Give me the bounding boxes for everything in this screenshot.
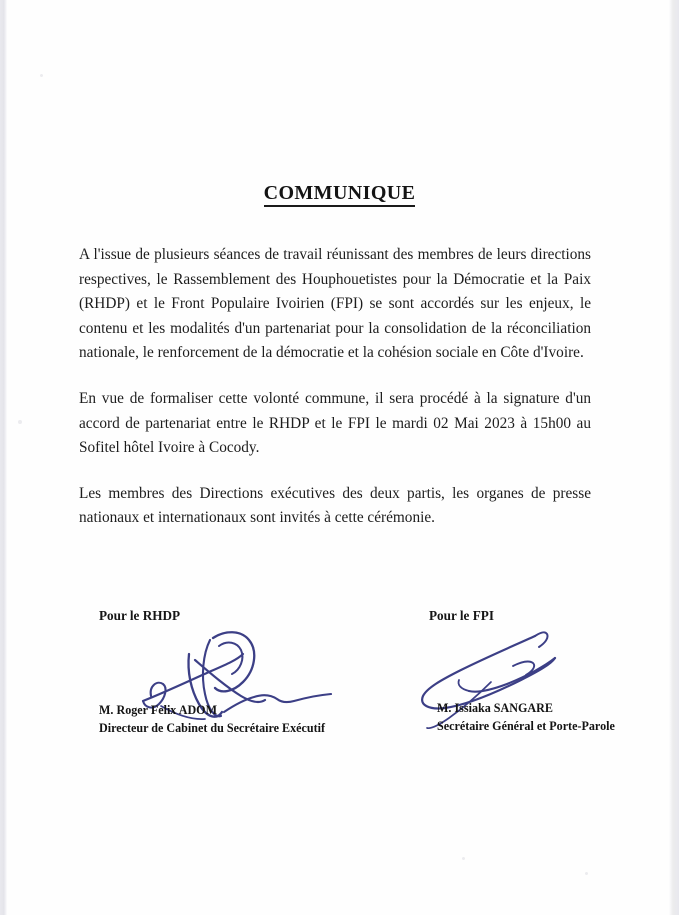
signature-area xyxy=(79,608,615,758)
signature-block-rhdp xyxy=(99,608,349,735)
signatory-name-fpi: M. Issiaka SANGARE xyxy=(437,701,553,715)
signature-heading-rhdp: Pour le RHDP xyxy=(99,608,181,623)
paragraph-3: Les membres des Directions exécutives des deux partis, les organes de presse nationaux et internationaux sont invités à cette cérémonie. xyxy=(79,484,591,527)
scan-speck xyxy=(18,420,22,424)
signatory-name-rhdp: M. Roger Felix ADOM xyxy=(99,703,217,717)
scan-speck xyxy=(585,872,588,875)
page-title xyxy=(0,182,679,205)
document-body xyxy=(79,243,591,531)
signatory-fpi xyxy=(437,700,615,735)
signatory-role-fpi: Secrétaire Général et Porte-Parole xyxy=(437,718,615,733)
signature-block-fpi xyxy=(429,608,639,733)
page-title-text: COMMUNIQUE xyxy=(264,182,416,207)
signatory-role-rhdp: Directeur de Cabinet du Secrétaire Exécutif xyxy=(99,720,326,735)
paragraph-1: A l'issue de plusieurs séances de travail réunissant des membres de leurs directions respectives, le Rassemblement des Houphouetistes pour la Démocratie et la Paix (RHDP) et le Front Populaire Ivoirien (FPI) se sont accordés sur les enjeux, le contenu et les modalités d'un partenariat pour la consolidation de la réconciliation nationale, le renforcement de la démocratie et la cohésion sociale en Côte d'Ivoire. xyxy=(79,246,591,362)
scan-speck xyxy=(462,857,465,860)
signature-heading-fpi: Pour le FPI xyxy=(429,608,494,623)
scan-speck xyxy=(40,74,43,77)
page-left-gutter xyxy=(0,0,7,915)
signatory-rhdp xyxy=(99,702,325,737)
page-right-gutter xyxy=(669,0,679,915)
paragraph-2: En vue de formaliser cette volonté commune, il sera procédé à la signature d'un accord de partenariat entre le RHDP et le FPI le mardi 02 Mai 2023 à 15h00 au Sofitel hôtel Ivoire à Cocody. xyxy=(79,389,591,457)
